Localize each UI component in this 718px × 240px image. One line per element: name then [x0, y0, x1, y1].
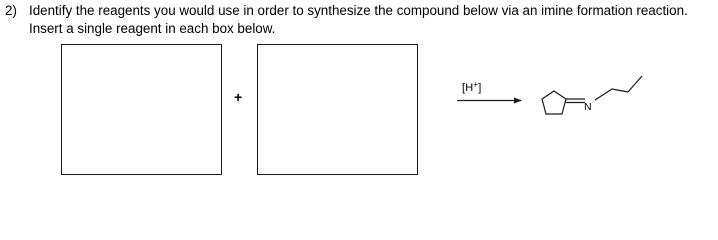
n-propyl-chain — [595, 76, 642, 100]
cyclopentane-ring — [542, 91, 566, 114]
question-number: 2) — [5, 3, 17, 18]
plus-sign: + — [234, 89, 243, 105]
imine-product-structure — [542, 76, 642, 114]
question-text: Identify the reagents you would use in order to synthesize the compound below via an imine formation reaction. Insert a single reagent in each box below. — [29, 3, 688, 36]
nitrogen-atom-label: N — [584, 101, 592, 113]
acid-catalyst-label: [H+] — [462, 80, 482, 94]
